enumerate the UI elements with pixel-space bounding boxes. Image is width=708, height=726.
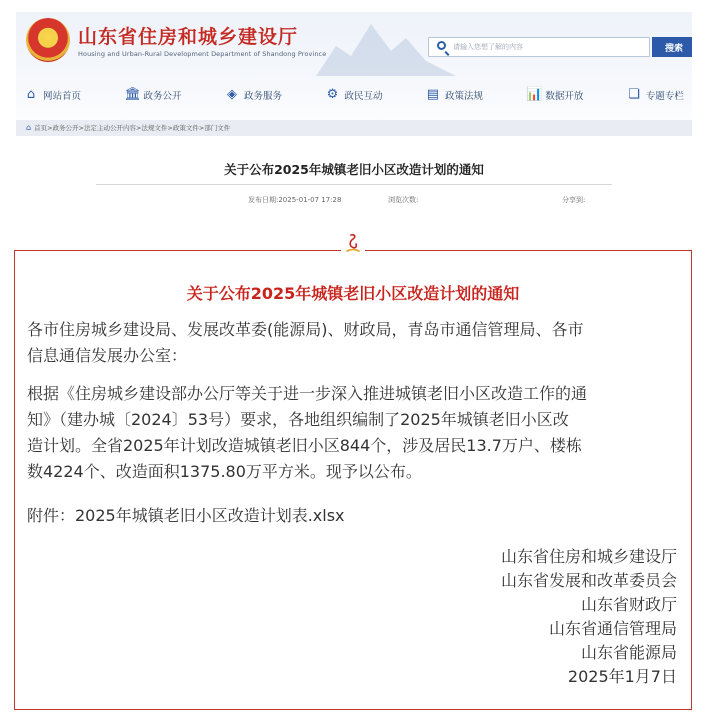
national-emblem-icon — [26, 18, 70, 62]
nav-label: 政务公开 — [143, 91, 182, 102]
breadcrumb-home-icon[interactable]: ⌂ — [26, 123, 32, 132]
breadcrumb-text[interactable]: 首页>政务公开>法定主动公开内容>法规文件>政策文件>部门文件 — [34, 124, 231, 132]
article-title: 关于公布2025年城镇老旧小区改造计划的通知 — [224, 162, 484, 177]
nav-label: 政务服务 — [243, 91, 282, 102]
notice-card — [14, 250, 692, 710]
nav-item-open-data[interactable] — [526, 84, 583, 106]
signer: 山东省发展和改革委员会 — [500, 571, 677, 590]
text-line: 根据《住房城乡建设部办公厅等关于进一步深入推进城镇老旧小区改造工作的通 — [27, 384, 588, 403]
nav-label: 政策法规 — [444, 91, 483, 102]
notice-title: 关于公布2025年城镇老旧小区改造计划的通知 — [186, 284, 520, 303]
search-button[interactable]: 搜索 — [652, 37, 692, 57]
home-icon: ⌂ — [26, 87, 36, 102]
notice-attachment[interactable] — [27, 503, 683, 529]
text-line: 造计划。全省2025年计划改造城镇老旧小区844个，涉及居民13.7万户、楼栋 — [27, 436, 582, 455]
nav-label: 专题专栏 — [645, 91, 684, 102]
view-count-label: 浏览次数: — [388, 196, 419, 204]
nav-label: 网站首页 — [43, 91, 82, 102]
bookmark-icon: ❏ — [628, 87, 640, 102]
signer: 山东省财政厅 — [580, 595, 677, 614]
article-header — [16, 136, 692, 212]
search-icon — [437, 41, 446, 50]
search-box[interactable] — [428, 37, 650, 57]
text-line: 各市住房城乡建设局、发展改革委(能源局)、财政局，青岛市通信管理局、各市 — [27, 320, 584, 339]
ornament-icon — [341, 232, 365, 256]
signer: 山东省通信管理局 — [548, 619, 677, 638]
nav-item-home[interactable] — [24, 84, 81, 106]
search-input[interactable] — [453, 38, 643, 56]
nav-item-interaction[interactable] — [325, 84, 382, 106]
signatories — [501, 545, 677, 689]
breadcrumb — [16, 120, 692, 136]
notice-recipients — [27, 317, 683, 369]
interaction-icon: ⚙ — [326, 87, 339, 102]
nav-item-government-affairs[interactable] — [124, 84, 181, 106]
nav-item-special-topics[interactable] — [627, 84, 684, 106]
notice-date: 2025年1月7日 — [567, 667, 677, 686]
chart-icon: 📊 — [526, 87, 543, 102]
text-line: 信息通信发展办公室： — [27, 346, 188, 365]
website-header — [16, 12, 692, 136]
main-nav — [16, 84, 692, 106]
nav-label: 政民互动 — [344, 91, 383, 102]
signer: 山东省住房和城乡建设厅 — [500, 547, 677, 566]
building-icon: 🏛 — [124, 87, 141, 102]
attachment-link[interactable]: 附件：2025年城镇老旧小区改造计划表.xlsx — [27, 506, 345, 525]
signer: 山东省能源局 — [580, 643, 677, 662]
document-icon: ▤ — [426, 87, 440, 102]
notice-body — [27, 381, 683, 485]
nav-label: 数据开放 — [545, 91, 584, 102]
nav-item-services[interactable] — [225, 84, 282, 106]
share-label[interactable]: 分享到: — [562, 196, 586, 204]
site-title[interactable]: 山东省住房和城乡建设厅 — [78, 26, 299, 48]
text-line: 知》（建办城〔2024〕53号）要求，各地组织编制了2025年城镇老旧小区改 — [27, 410, 569, 429]
nav-item-policy[interactable] — [426, 84, 483, 106]
service-icon: ◈ — [226, 87, 237, 102]
site-subtitle: Housing and Urban-Rural Development Department of Shandong Province — [78, 50, 327, 58]
divider — [96, 184, 612, 185]
publish-date: 发布日期:2025-01-07 17:28 — [248, 196, 342, 204]
text-line: 数4224个、改造面积1375.80万平方米。现予以公布。 — [27, 462, 422, 481]
